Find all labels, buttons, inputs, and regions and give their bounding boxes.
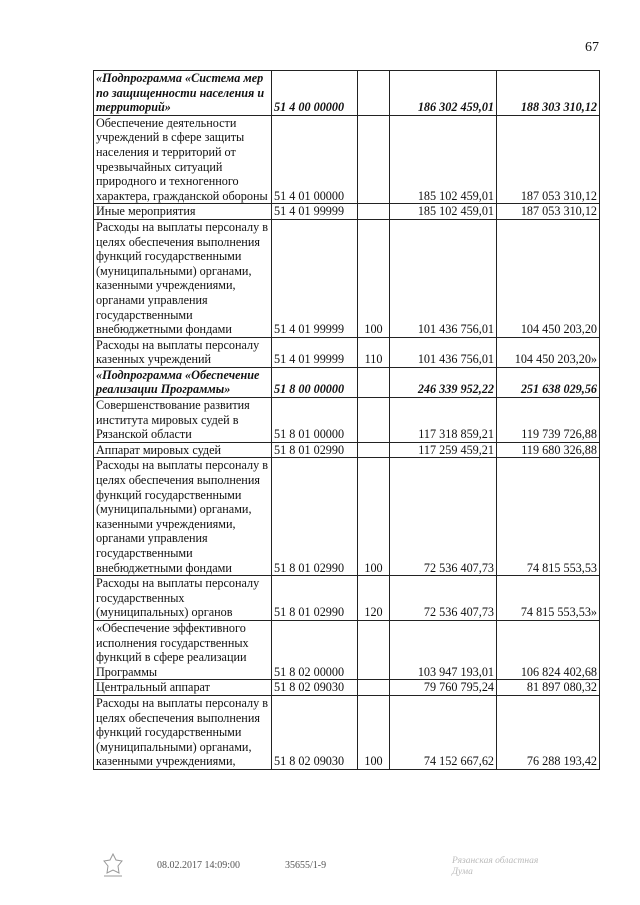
budget-table bbox=[93, 70, 600, 770]
row-expense-type bbox=[358, 620, 390, 679]
table-row bbox=[94, 620, 600, 679]
table-row bbox=[94, 576, 600, 621]
row-amount-2018: 104 450 203,20 bbox=[497, 219, 600, 337]
row-amount-2018: 81 897 080,32 bbox=[497, 680, 600, 696]
table-row bbox=[94, 71, 600, 116]
emblem-icon bbox=[100, 852, 126, 878]
row-name: Центральный аппарат bbox=[94, 680, 272, 696]
row-amount-2018: 251 638 029,56 bbox=[497, 367, 600, 397]
row-code: 51 8 00 00000 bbox=[272, 367, 358, 397]
footer-stamp-line1: Рязанская областная bbox=[452, 856, 539, 866]
row-code: 51 4 01 99999 bbox=[272, 219, 358, 337]
row-amount-2018: 76 288 193,42 bbox=[497, 695, 600, 769]
table-row bbox=[94, 442, 600, 458]
row-name: Иные мероприятия bbox=[94, 204, 272, 220]
row-expense-type bbox=[358, 204, 390, 220]
table-row bbox=[94, 458, 600, 576]
row-expense-type bbox=[358, 398, 390, 443]
row-amount-2017: 101 436 756,01 bbox=[390, 337, 497, 367]
row-amount-2018: 188 303 310,12 bbox=[497, 71, 600, 116]
row-code: 51 8 01 02990 bbox=[272, 442, 358, 458]
row-code: 51 8 01 00000 bbox=[272, 398, 358, 443]
table-row bbox=[94, 115, 600, 204]
row-amount-2017: 186 302 459,01 bbox=[390, 71, 497, 116]
footer-date: 08.02.2017 14:09:00 bbox=[157, 860, 241, 871]
row-amount-2017: 72 536 407,73 bbox=[390, 576, 497, 621]
row-expense-type: 100 bbox=[358, 458, 390, 576]
row-code: 51 8 02 09030 bbox=[272, 695, 358, 769]
row-amount-2018: 187 053 310,12 bbox=[497, 204, 600, 220]
row-code: 51 4 00 00000 bbox=[272, 71, 358, 116]
row-amount-2018: 106 824 402,68 bbox=[497, 620, 600, 679]
row-amount-2017: 185 102 459,01 bbox=[390, 115, 497, 204]
row-amount-2017: 72 536 407,73 bbox=[390, 458, 497, 576]
table-row bbox=[94, 219, 600, 337]
row-name: «Обеспечение эффективного исполнения государственных функций в сфере реализации Программы bbox=[94, 620, 272, 679]
budget-table-body bbox=[94, 71, 600, 770]
row-code: 51 4 01 99999 bbox=[272, 204, 358, 220]
row-amount-2018: 74 815 553,53» bbox=[497, 576, 600, 621]
page-number: 67 bbox=[585, 40, 599, 55]
row-code: 51 8 02 09030 bbox=[272, 680, 358, 696]
table-row bbox=[94, 204, 600, 220]
footer-stamp bbox=[452, 856, 538, 878]
footer-ref: 35655/1-9 bbox=[285, 860, 327, 871]
table-row bbox=[94, 337, 600, 367]
row-expense-type bbox=[358, 115, 390, 204]
footer-stamp-line2: Дума bbox=[452, 867, 473, 877]
row-amount-2018: 104 450 203,20» bbox=[497, 337, 600, 367]
row-expense-type bbox=[358, 442, 390, 458]
row-amount-2017: 117 259 459,21 bbox=[390, 442, 497, 458]
row-name: Аппарат мировых судей bbox=[94, 442, 272, 458]
row-amount-2017: 185 102 459,01 bbox=[390, 204, 497, 220]
row-amount-2017: 101 436 756,01 bbox=[390, 219, 497, 337]
row-amount-2017: 246 339 952,22 bbox=[390, 367, 497, 397]
row-name: Расходы на выплаты персоналу в целях обеспечения выполнения функций государственными (муниципальными) органами, казенными учреждениями, органами управления государственными внебюджетными фондами bbox=[94, 458, 272, 576]
table-row bbox=[94, 398, 600, 443]
row-expense-type: 120 bbox=[358, 576, 390, 621]
table-row bbox=[94, 367, 600, 397]
row-code: 51 4 01 00000 bbox=[272, 115, 358, 204]
footer bbox=[0, 858, 640, 888]
row-expense-type bbox=[358, 680, 390, 696]
row-code: 51 8 02 00000 bbox=[272, 620, 358, 679]
row-expense-type bbox=[358, 71, 390, 116]
row-name: Расходы на выплаты персоналу казенных учреждений bbox=[94, 337, 272, 367]
row-code: 51 4 01 99999 bbox=[272, 337, 358, 367]
row-amount-2017: 79 760 795,24 bbox=[390, 680, 497, 696]
row-expense-type bbox=[358, 367, 390, 397]
row-expense-type: 110 bbox=[358, 337, 390, 367]
row-name: Расходы на выплаты персоналу в целях обеспечения выполнения функций государственными (муниципальными) органами, казенными учреждениями, bbox=[94, 695, 272, 769]
row-expense-type: 100 bbox=[358, 219, 390, 337]
row-amount-2017: 103 947 193,01 bbox=[390, 620, 497, 679]
row-amount-2018: 187 053 310,12 bbox=[497, 115, 600, 204]
row-amount-2017: 74 152 667,62 bbox=[390, 695, 497, 769]
row-amount-2018: 119 739 726,88 bbox=[497, 398, 600, 443]
row-name: Расходы на выплаты персоналу государственных (муниципальных) органов bbox=[94, 576, 272, 621]
row-name: Обеспечение деятельности учреждений в сфере защиты населения и территорий от чрезвычайных ситуаций природного и техногенного характера, гражданской обороны bbox=[94, 115, 272, 204]
row-name: «Подпрограмма «Обеспечение реализации Программы» bbox=[94, 367, 272, 397]
row-amount-2018: 119 680 326,88 bbox=[497, 442, 600, 458]
row-name: Расходы на выплаты персоналу в целях обеспечения выполнения функций государственными (муниципальными) органами, казенными учреждениями, органами управления государственными внебюджетными фондами bbox=[94, 219, 272, 337]
table-row bbox=[94, 680, 600, 696]
row-amount-2017: 117 318 859,21 bbox=[390, 398, 497, 443]
row-name: «Подпрограмма «Система мер по защищенности населения и территорий» bbox=[94, 71, 272, 116]
row-code: 51 8 01 02990 bbox=[272, 458, 358, 576]
row-expense-type: 100 bbox=[358, 695, 390, 769]
row-name: Совершенствование развития института мировых судей в Рязанской области bbox=[94, 398, 272, 443]
row-code: 51 8 01 02990 bbox=[272, 576, 358, 621]
row-amount-2018: 74 815 553,53 bbox=[497, 458, 600, 576]
table-row bbox=[94, 695, 600, 769]
